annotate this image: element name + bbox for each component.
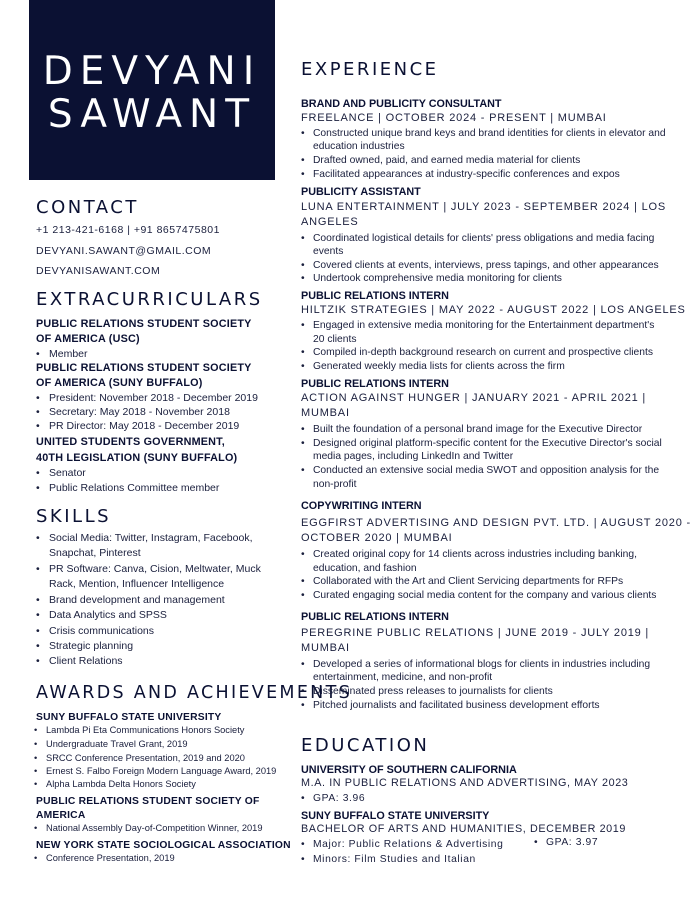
extracurricular-org: PUBLIC RELATIONS STUDENT SOCIETY xyxy=(36,318,252,330)
job-bullet-cont: education industries xyxy=(313,141,405,152)
school-major: • Major: Public Relations & Advertising xyxy=(313,838,503,852)
job-meta: EGGFIRST ADVERTISING AND DESIGN PVT. LTD. | AUGUST 2020 - xyxy=(301,517,691,529)
school-degree: BACHELOR OF ARTS AND HUMANITIES, DECEMBER 2019 xyxy=(301,823,626,835)
list-item: • President: November 2018 - December 2019 xyxy=(49,391,258,405)
job-meta: MUMBAI xyxy=(301,407,350,419)
award-item: • Lambda Pi Eta Communications Honors Society xyxy=(46,724,244,737)
contact-email[interactable]: DEVYANI.SAWANT@GMAIL.COM xyxy=(36,245,212,257)
job-bullet: • Generated weekly media lists for clients across the firm xyxy=(313,360,565,374)
job-meta: MUMBAI xyxy=(301,642,350,654)
job-bullet: • Constructed unique brand keys and brand identities for clients in elevator and xyxy=(313,127,666,141)
award-group: PUBLIC RELATIONS STUDENT SOCIETY OF xyxy=(36,796,260,807)
job-bullet: • Coordinated logistical details for clients' press obligations and media facing xyxy=(313,232,654,246)
award-item: • National Assembly Day-of-Competition Winner, 2019 xyxy=(46,822,263,835)
job-bullet-cont: education, and fashion xyxy=(313,563,417,574)
job-bullet: • Facilitated appearances at industry-specific conferences and expos xyxy=(313,168,620,182)
school-degree: M.A. IN PUBLIC RELATIONS AND ADVERTISING, MAY 2023 xyxy=(301,777,629,789)
job-bullet: • Pitched journalists and facilitated business development efforts xyxy=(313,699,600,713)
extracurriculars-heading: EXTRACURRICULARS xyxy=(36,289,263,310)
award-group: NEW YORK STATE SOCIOLOGICAL ASSOCIATION xyxy=(36,840,291,851)
job-title: PUBLICITY ASSISTANT xyxy=(301,186,421,198)
award-item: • Alpha Lambda Delta Honors Society xyxy=(46,778,196,791)
contact-phone: +1 213-421-6168 | +91 8657475801 xyxy=(36,224,220,236)
name-banner xyxy=(29,0,275,180)
job-bullet-cont: events xyxy=(313,246,344,257)
job-title: BRAND AND PUBLICITY CONSULTANT xyxy=(301,98,502,110)
award-item: • Undergraduate Travel Grant, 2019 xyxy=(46,738,188,751)
job-bullet: • Covered clients at events, interviews, press tapings, and other appearances xyxy=(313,259,659,273)
job-bullet-cont: non-profit xyxy=(313,479,357,490)
skills-heading: SKILLS xyxy=(36,506,112,527)
job-bullet: • Designed original platform-specific content for the Executive Director's social xyxy=(313,437,662,451)
education-heading: EDUCATION xyxy=(301,735,430,756)
job-title: COPYWRITING INTERN xyxy=(301,500,422,512)
skill-item: • Crisis communications xyxy=(49,624,154,638)
job-bullet: • Undertook comprehensive media monitoring for clients xyxy=(313,272,562,286)
job-meta: HILTZIK STRATEGIES | MAY 2022 - AUGUST 2022 | LOS ANGELES xyxy=(301,304,686,316)
job-bullet: • Developed a series of informational blogs for clients in industries including xyxy=(313,658,650,672)
job-bullet: • Disseminated press releases to journalists for clients xyxy=(313,685,553,699)
list-item: • Public Relations Committee member xyxy=(49,481,219,495)
list-item: • Secretary: May 2018 - November 2018 xyxy=(49,405,230,419)
skill-item: • Brand development and management xyxy=(49,593,225,607)
skill-item: • Social Media: Twitter, Instagram, Facebook, xyxy=(49,531,252,545)
job-bullet: • Collaborated with the Art and Client Servicing departments for RFPs xyxy=(313,575,623,589)
skill-item: • Data Analytics and SPSS xyxy=(49,608,167,622)
job-meta: ACTION AGAINST HUNGER | JANUARY 2021 - APRIL 2021 | xyxy=(301,392,647,404)
award-item: • Conference Presentation, 2019 xyxy=(46,852,175,865)
awards-heading: AWARDS AND ACHIEVEMENTS xyxy=(36,683,352,703)
job-meta: PEREGRINE PUBLIC RELATIONS | JUNE 2019 - JULY 2019 | xyxy=(301,627,650,639)
extracurricular-org: OF AMERICA (SUNY BUFFALO) xyxy=(36,377,203,389)
award-group: AMERICA xyxy=(36,810,86,821)
job-title: PUBLIC RELATIONS INTERN xyxy=(301,290,449,302)
list-item: • PR Director: May 2018 - December 2019 xyxy=(49,419,239,433)
school-name: UNIVERSITY OF SOUTHERN CALIFORNIA xyxy=(301,764,517,776)
job-bullet: • Built the foundation of a personal brand image for the Executive Director xyxy=(313,423,642,437)
extracurricular-org: 40TH LEGISLATION (SUNY BUFFALO) xyxy=(36,452,238,464)
job-bullet: • Conducted an extensive social media SWOT and opposition analysis for the xyxy=(313,464,659,478)
school-gpa: • GPA: 3.96 xyxy=(313,792,365,806)
skill-item: • Client Relations xyxy=(49,654,123,668)
job-bullet-cont: media pages, including LinkedIn and Twitter xyxy=(313,451,514,462)
school-name: SUNY BUFFALO STATE UNIVERSITY xyxy=(301,810,490,822)
award-group: SUNY BUFFALO STATE UNIVERSITY xyxy=(36,712,222,723)
school-minors: • Minors: Film Studies and Italian xyxy=(313,853,476,867)
extracurricular-org: OF AMERICA (USC) xyxy=(36,333,140,345)
first-name: DEVYANI xyxy=(42,49,262,94)
job-meta: LUNA ENTERTAINMENT | JULY 2023 - SEPTEMBER 2024 | LOS xyxy=(301,201,666,213)
job-bullet: • Created original copy for 14 clients across industries including banking, xyxy=(313,548,637,562)
contact-heading: CONTACT xyxy=(36,197,139,218)
extracurricular-org: PUBLIC RELATIONS STUDENT SOCIETY xyxy=(36,362,252,374)
job-title: PUBLIC RELATIONS INTERN xyxy=(301,611,449,623)
job-bullet-cont: 20 clients xyxy=(313,334,357,345)
skill-item: • PR Software: Canva, Cision, Meltwater, Muck xyxy=(49,562,261,576)
experience-heading: EXPERIENCE xyxy=(301,59,439,80)
job-meta: ANGELES xyxy=(301,216,359,228)
job-meta: FREELANCE | OCTOBER 2024 - PRESENT | MUMBAI xyxy=(301,112,607,124)
list-item: • Senator xyxy=(49,466,86,480)
school-gpa: • GPA: 3.97 xyxy=(546,836,598,850)
award-item: • Ernest S. Falbo Foreign Modern Language Award, 2019 xyxy=(46,765,276,778)
job-meta: OCTOBER 2020 | MUMBAI xyxy=(301,532,453,544)
last-name: SAWANT xyxy=(47,92,257,137)
extracurricular-org: UNITED STUDENTS GOVERNMENT, xyxy=(36,436,225,448)
skill-item-cont: Snapchat, Pinterest xyxy=(49,547,141,559)
skill-item: • Strategic planning xyxy=(49,639,133,653)
list-item: • Member xyxy=(49,347,88,361)
job-bullet: • Curated engaging social media content for the company and various clients xyxy=(313,589,656,603)
job-bullet: • Drafted owned, paid, and earned media material for clients xyxy=(313,154,580,168)
contact-website[interactable]: DEVYANISAWANT.COM xyxy=(36,265,161,277)
job-bullet: • Engaged in extensive media monitoring for the Entertainment department's xyxy=(313,319,654,333)
award-item: • SRCC Conference Presentation, 2019 and 2020 xyxy=(46,752,245,765)
skill-item-cont: Rack, Mention, Influencer Intelligence xyxy=(49,578,225,590)
job-bullet: • Compiled in-depth background research on current and prospective clients xyxy=(313,346,653,360)
job-title: PUBLIC RELATIONS INTERN xyxy=(301,378,449,390)
job-bullet-cont: entertainment, medicine, and non-profit xyxy=(313,672,493,683)
